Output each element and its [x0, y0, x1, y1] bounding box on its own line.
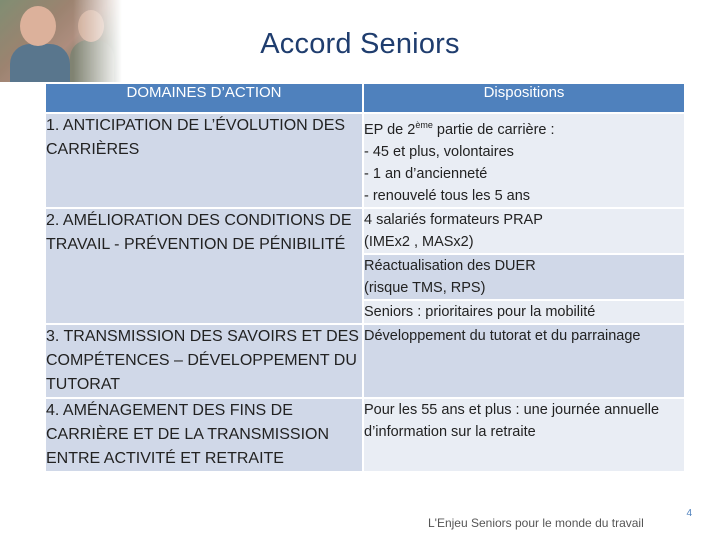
domain-cell: 4. AMÉNAGEMENT DES FINS DE CARRIÈRE ET DE LA TRANSMISSION ENTRE ACTIVITÉ ET RETRAITE [45, 398, 363, 472]
disposition-line: (risque TMS, RPS) [364, 279, 486, 296]
disposition-text: EP de 2 [364, 121, 416, 138]
disposition-cell [363, 324, 685, 398]
disposition-line: - 45 et plus, volontaires [364, 143, 514, 160]
table-header-row [45, 83, 685, 113]
superscript: ème [415, 120, 433, 130]
domain-cell: 1. ANTICIPATION DE L’ÉVOLUTION DES CARRIÈRES [45, 113, 363, 208]
actions-table [44, 82, 686, 473]
domain-cell: 3. TRANSMISSION DES SAVOIRS ET DES COMPÉTENCES – DÉVELOPPEMENT DU TUTORAT [45, 324, 363, 398]
table-row [45, 324, 685, 398]
disposition-line: Pour les 55 ans et plus : une journée annuelle d’information sur la retraite [364, 401, 660, 440]
table-row [45, 398, 685, 472]
disposition-cell [363, 300, 685, 324]
table-row [45, 113, 685, 208]
disposition-cell [363, 254, 685, 300]
header-domains: DOMAINES D’ACTION [45, 83, 363, 113]
disposition-cell [363, 113, 685, 208]
disposition-line: 4 salariés formateurs PRAP [364, 211, 543, 228]
disposition-line: - 1 an d’ancienneté [364, 165, 488, 182]
disposition-cell [363, 208, 685, 254]
disposition-cell [363, 398, 685, 472]
disposition-line: Développement du tutorat et du parrainage [364, 327, 641, 344]
header-dispositions: Dispositions [363, 83, 685, 113]
disposition-line: - renouvelé tous les 5 ans [364, 187, 531, 204]
disposition-line: (IMEx2 , MASx2) [364, 233, 474, 250]
table-row [45, 208, 685, 254]
slide-title: Accord Seniors [260, 28, 460, 60]
disposition-line: Réactualisation des DUER [364, 257, 536, 274]
disposition-text: partie de carrière : [432, 121, 555, 138]
disposition-line [364, 114, 684, 141]
footer-text: L'Enjeu Seniors pour le monde du travail [428, 516, 644, 530]
domain-cell: 2. AMÉLIORATION DES CONDITIONS DE TRAVAIL - PRÉVENTION DE PÉNIBILITÉ [45, 208, 363, 324]
disposition-line: Seniors : prioritaires pour la mobilité [364, 303, 596, 320]
page-number: 4 [686, 508, 692, 519]
